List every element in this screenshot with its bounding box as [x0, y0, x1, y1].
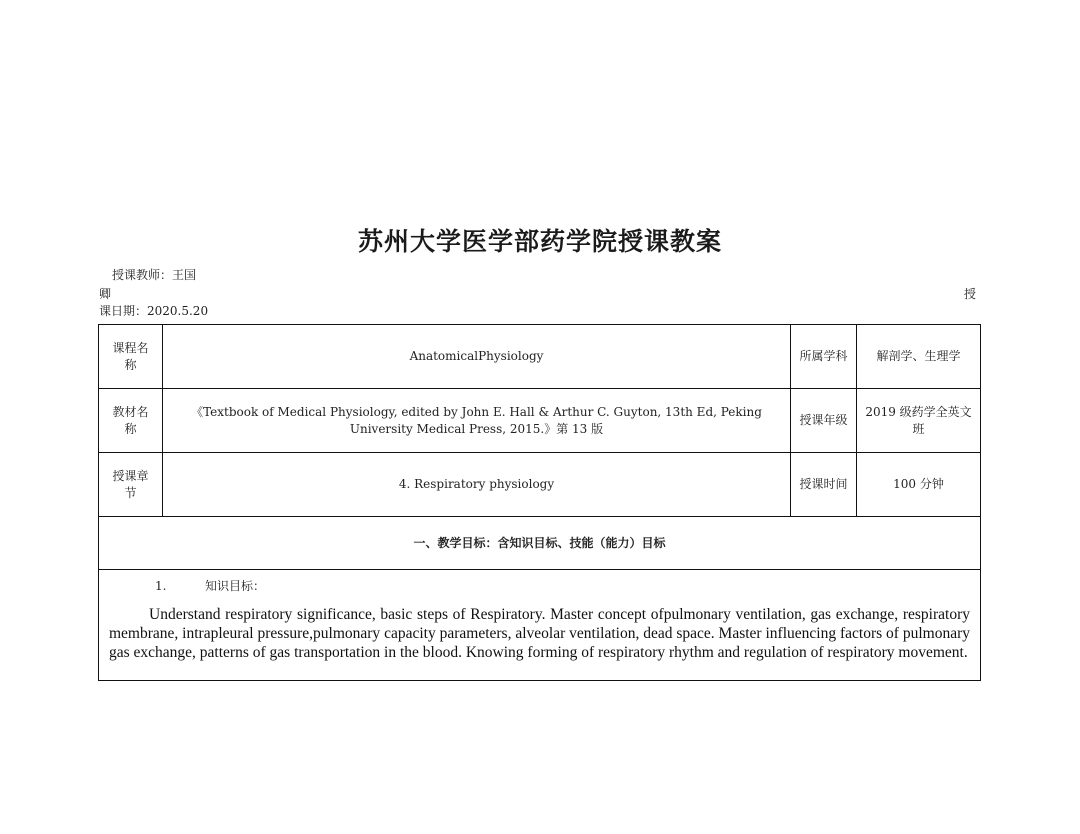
course-name-label: 课程名称 — [99, 325, 163, 389]
discipline-label: 所属学科 — [791, 325, 857, 389]
duration-label: 授课时间 — [791, 453, 857, 517]
textbook-label: 教材名称 — [99, 389, 163, 453]
table-row — [99, 325, 981, 389]
lesson-plan-table — [98, 324, 981, 681]
textbook-value: 《Textbook of Medical Physiology, edited by John E. Hall & Arthur C. Guyton, 13th Ed, Peking University Medical Press, 2015.》第 13 版 — [163, 389, 791, 453]
section-heading: 一、教学目标：含知识目标、技能（能力）目标 — [99, 517, 981, 570]
table-row — [99, 389, 981, 453]
teacher-name-continued: 卿 — [99, 287, 112, 301]
grade-label: 授课年级 — [791, 389, 857, 453]
duration-value: 100 分钟 — [857, 453, 981, 517]
chapter-value: 4. Respiratory physiology — [163, 453, 791, 517]
date-prefix: 授 — [964, 287, 977, 301]
objective-item — [109, 578, 970, 595]
grade-value: 2019 级药学全英文班 — [857, 389, 981, 453]
table-row — [99, 453, 981, 517]
course-name-value: AnatomicalPhysiology — [163, 325, 791, 389]
objective-number: 1. — [155, 579, 167, 593]
date-line: 课日期：2020.5.20 — [99, 304, 209, 318]
teacher-line: 授课教师：王国 — [112, 268, 197, 282]
objectives-row — [99, 570, 981, 681]
objectives-cell — [99, 570, 981, 681]
section-row — [99, 517, 981, 570]
objective-label: 知识目标： — [205, 579, 266, 593]
chapter-label: 授课章节 — [99, 453, 163, 517]
discipline-value: 解剖学、生理学 — [857, 325, 981, 389]
document-title: 苏州大学医学部药学院授课教案 — [357, 227, 722, 256]
objective-paragraph: Understand respiratory significance, basic steps of Respiratory. Master concept ofpulmonary ventilation, gas exchange, respiratory membrane, intrapleural pressure,pulmonary capacity parameters, alveolar ventilation, dead space. Master influencing factors of pulmonary gas exchange, patterns of gas transportation in the blood. Knowing forming of respiratory rhythm and regulation of respiratory movement. — [109, 606, 970, 661]
